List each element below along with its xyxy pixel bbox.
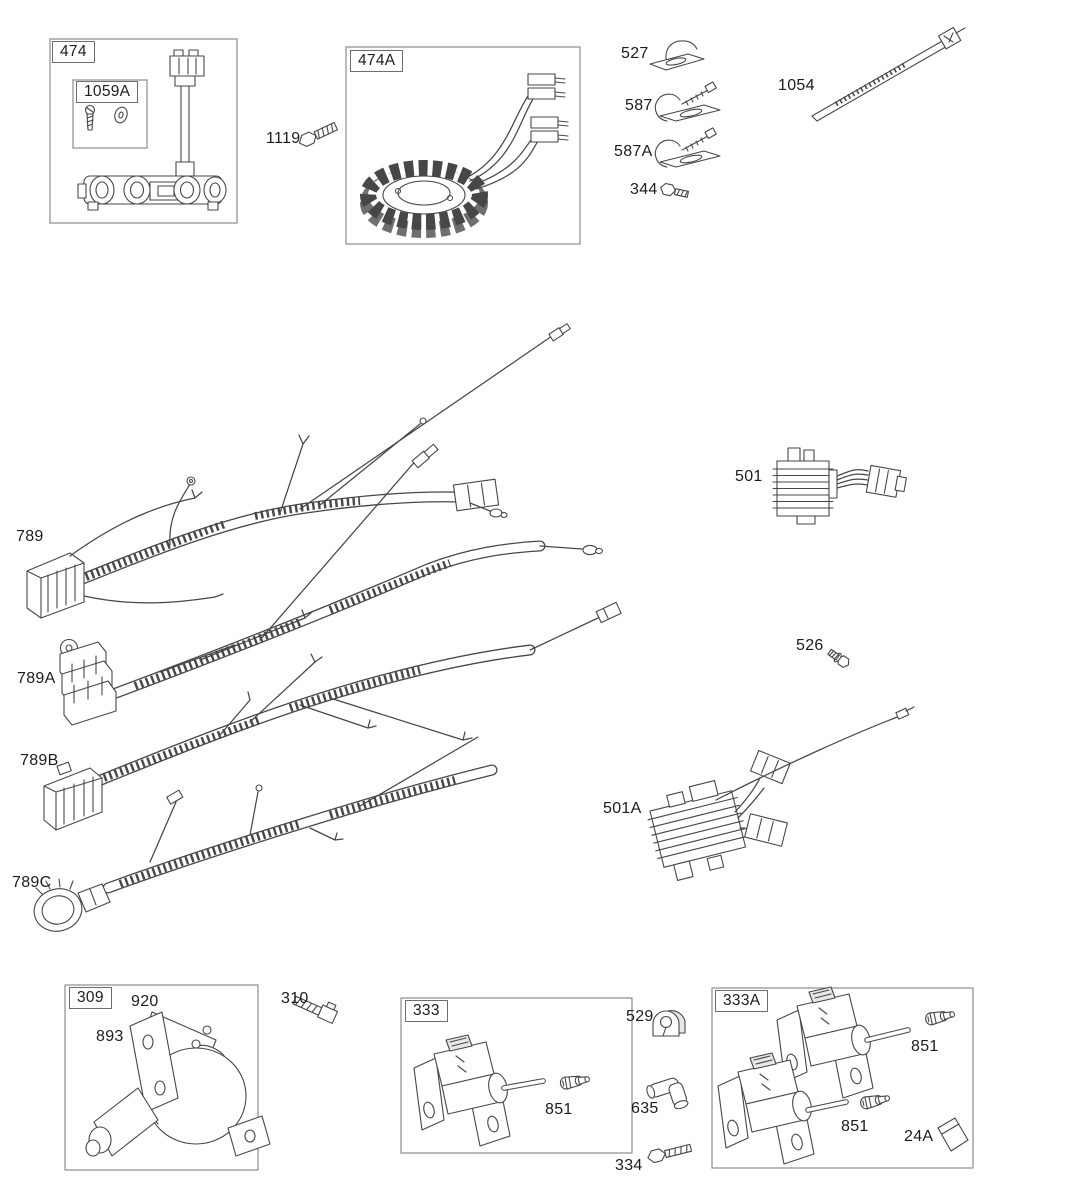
bolt-334-illustration [646,1141,692,1163]
wiring-harness-789b-illustration [44,602,621,830]
part-label-587a: 587A [614,143,653,160]
part-label-851-b: 851 [911,1038,939,1055]
solenoid-333-illustration [414,1035,543,1146]
clamp-527-illustration [650,41,704,70]
box-label-333: 333 [405,1000,448,1022]
part-label-1054: 1054 [778,77,815,94]
regulator-501-connector [866,465,907,498]
clamp-587-illustration [655,82,720,121]
part-label-344: 344 [630,181,658,198]
bullet-connector-851-illustration [860,1092,891,1110]
box-label-1059a: 1059A [76,81,138,103]
harness-789-branch-terminal [549,323,571,341]
box-label-309: 309 [69,987,112,1009]
stator-connector-b [531,117,568,142]
part-label-851-a: 851 [545,1101,573,1118]
part-label-789c: 789C [12,874,52,891]
stator-connector-a [528,74,565,99]
harness-789a-branch-connector [412,444,438,468]
bullet-connector-851-illustration [560,1073,591,1090]
wiring-harness-789-illustration [27,323,571,618]
bolt-1119-illustration [297,121,338,149]
part-label-920: 920 [131,993,159,1010]
screw-526-illustration [827,648,852,669]
clamp-587a-illustration [655,128,720,167]
part-label-310: 310 [281,990,309,1007]
starter-screw-893-a [203,1026,211,1034]
solenoid-333a-upper-illustration [777,987,908,1098]
grommet-529-illustration [653,1011,685,1036]
part-label-1119: 1119 [266,130,301,147]
screw-344-illustration [659,183,689,200]
part-label-789a: 789A [17,670,56,687]
starter-screw-893-b [192,1040,200,1048]
part-label-501: 501 [735,468,763,485]
wiring-harness-789c-illustration [29,737,492,936]
harness-789-connector [27,553,84,618]
part-label-635: 635 [631,1100,659,1117]
part-label-527: 527 [621,45,649,62]
part-label-526: 526 [796,637,824,654]
harness-789b-connector [44,762,102,830]
part-label-789: 789 [16,528,44,545]
part-label-893: 893 [96,1028,124,1045]
screw-and-washer-illustration [86,106,130,131]
box-label-474: 474 [52,41,95,63]
voltage-regulator-501a-illustration [643,707,914,884]
part-label-789b: 789B [20,752,59,769]
part-label-501a: 501A [603,800,642,817]
voltage-regulator-501-illustration [773,448,907,524]
regulator-501a-connector-b [745,814,788,846]
harness-789b-branch-connector [596,602,621,622]
stator-illustration [368,74,568,230]
part-label-529: 529 [626,1008,654,1025]
harness-789a-connector-cluster [60,640,116,726]
part-label-851-c: 851 [841,1118,869,1135]
solenoid-333a-lower-illustration [718,1053,846,1164]
terminal-sleeve-24a-illustration [938,1118,968,1151]
cable-tie-illustration [812,27,965,121]
harness-789c-branch-terminal [167,790,183,804]
wiring-harness-789a-illustration [60,444,602,725]
part-label-334: 334 [615,1157,643,1174]
box-label-333a: 333A [715,990,768,1012]
terminal-harness-474-illustration [78,50,226,210]
part-label-24a: 24A [904,1128,934,1145]
part-label-587: 587 [625,97,653,114]
bullet-connector-851-illustration [925,1008,956,1026]
regulator-501a-connector-a [750,751,790,784]
box-label-474a: 474A [350,50,403,72]
